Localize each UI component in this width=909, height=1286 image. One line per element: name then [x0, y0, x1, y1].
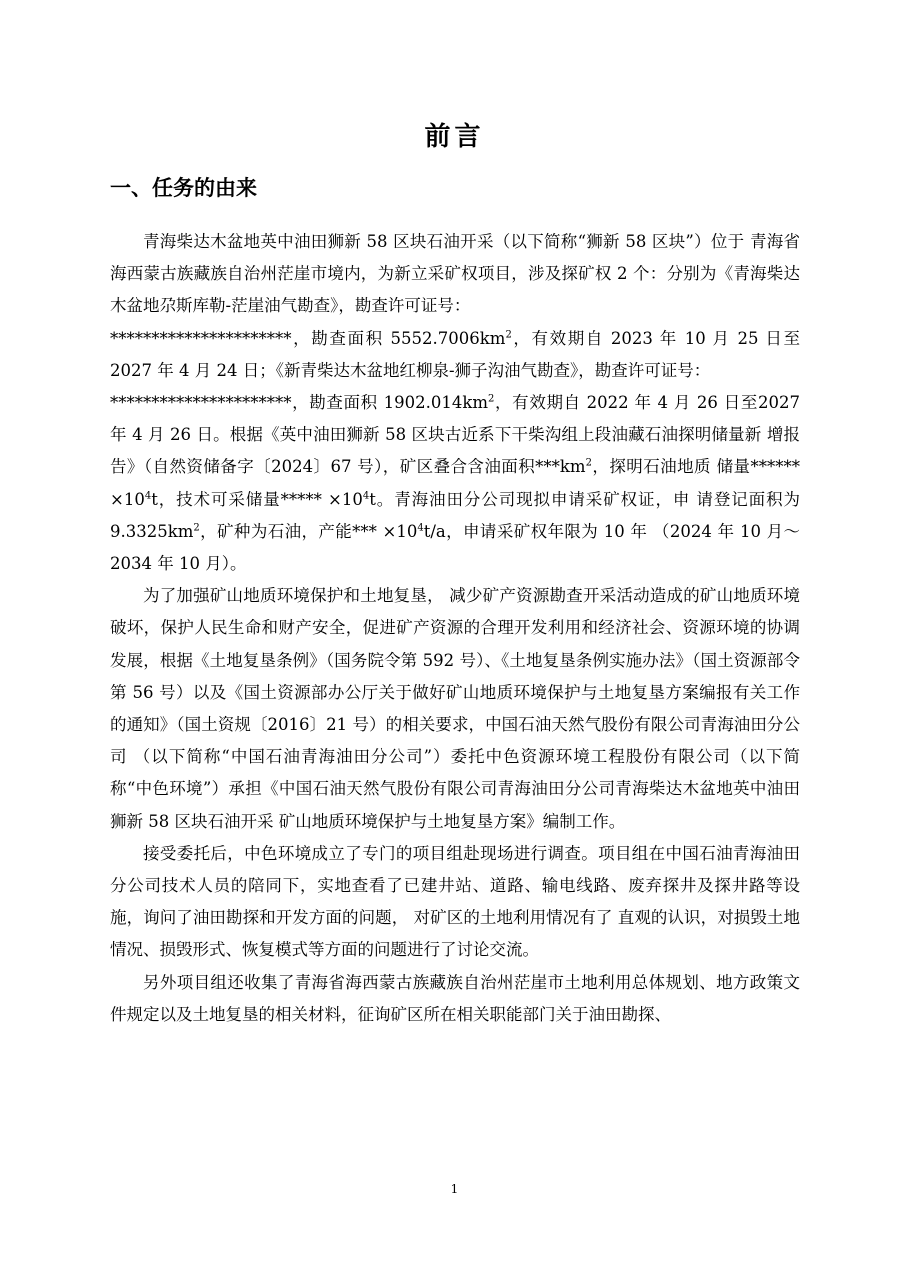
page-number: 1	[450, 1182, 459, 1196]
paragraph-4: 另外项目组还收集了青海省海西蒙古族藏族自治州茫崖市土地利用总体规划、地方政策文件规定以及土地复垦的相关材料，征询矿区所在相关职能部门关于油田勘探、	[110, 972, 800, 1024]
document-body	[110, 226, 800, 1031]
paragraph-2: 为了加强矿山地质环境保护和土地复垦， 减少矿产资源勘查开采活动造成的矿山地质环境破坏，保护人民生命和财产安全，促进矿产资源的合理开发利用和经济社会、资源环境的协调发展，根据《土地复垦条例》（国务院令第 592 号）、《土地复垦条例实施办法》（国土资源部令第 56 号）以及《国土资源部办公厅关于做好矿山地质环境保护与土地复垦方案编报有关工作的通知》（国土资规〔2016〕21 号）的相关要求，中国石油天然气股份有限公司青海油田分公司 （以下简称“中国石油青海油田分公司”）委托中色资源环境工程股份有限公司（以下简称“中色环境”）承担《中国石油天然气股份有限公司青海油田分公司青海柴达木盆地英中油田狮新 58 区块石油开采 矿山地质环境保护与土地复垦方案》编制工作。	[110, 586, 800, 831]
page-title: 前言	[424, 122, 485, 152]
paragraph-3: 接受委托后，中色环境成立了专门的项目组赴现场进行调查。项目组在中国石油青海油田分公司技术人员的陪同下，实地查看了已建井站、道路、输电线路、废弃探井及探井路等设施，询问了油田勘探和开发方面的问题， 对矿区的土地利用情况有了 直观的认识，对损毁土地情况、损毁形式、恢复模式等方面的问题进行了讨论交流。	[110, 843, 800, 960]
section-heading: 一、任务的由来	[110, 176, 257, 200]
paragraph-1: 青海柴达木盆地英中油田狮新 58 区块石油开采（以下简称“狮新 58 区块”）位于 青海省海西蒙古族藏族自治州茫崖市境内，为新立采矿权项目，涉及探矿权 2 个：分别为《青海柴达木盆地尕斯库勒-茫崖油气勘查》，勘查许可证号： **********************，勘查面积 $5552.7006km^2$，有效期自 2023 年 10 月 25 日至 2027 年 4 月 24 日；《新青柴达木盆地红柳泉-狮子沟油气勘查》，勘查许可证号： **********************，勘查面积 $1902.014km^2$，有效期自 2022 年 4 月 26 日至2027 年 4 月 26 日。根据《英中油田狮新 58 区块古近系下干柴沟组上段油藏石油探明储量新 增报告》（自然资储备字〔2024〕67 号），矿区叠合含油面积$***km^2$，探明石油地质 储量****** $\times 10^4t$，技术可采储量***** $\times 10^4t$。青海油田分公司现拟申请采矿权证，申 请登记面积为 $9.3325km^2$，矿种为石油，产能*** $\times 10^4t/a$，申请采矿权年限为 10 年 （2024 年 10 月～2034 年 10 月）。	[110, 232, 801, 574]
